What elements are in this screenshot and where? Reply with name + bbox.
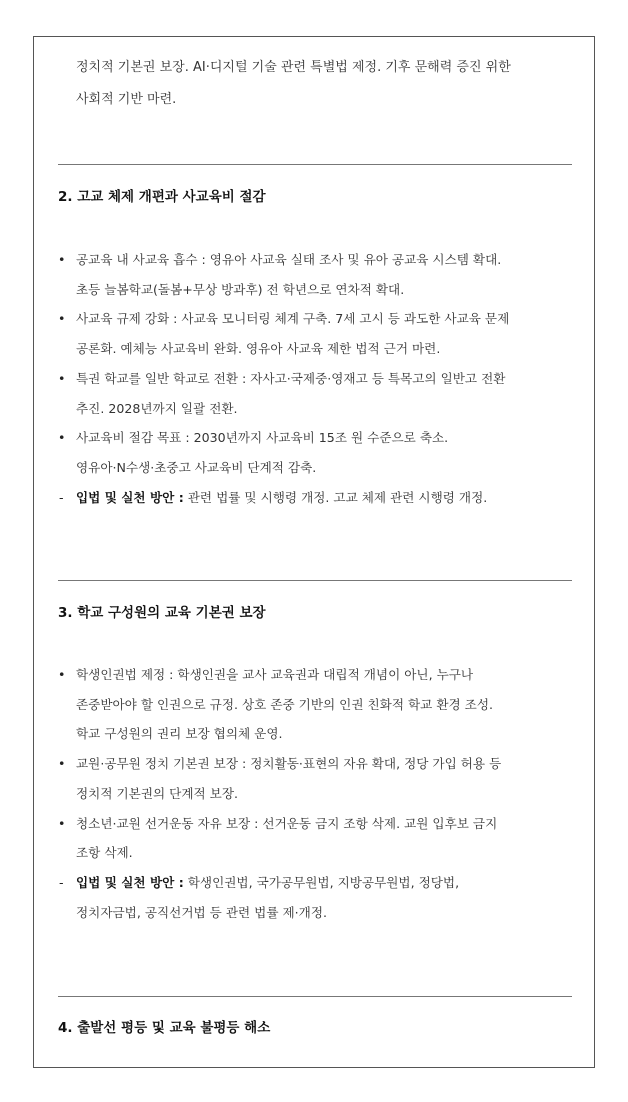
item-text: 추진. 2028년까지 일괄 전환.: [76, 400, 238, 416]
list-item: [58, 423, 578, 482]
item-text: 영유아·N수생·초중고 사교육비 단계적 감축.: [76, 459, 317, 475]
list-item: [58, 364, 578, 423]
item-text: 공교육 내 사교육 흡수 : 영유아 사교육 실태 조사 및 유아 공교육 시스템 확대.: [76, 252, 502, 267]
item-text: 사교육비 절감 목표 : 2030년까지 사교육비 15조 원 수준으로 축소.: [76, 430, 449, 446]
item-text: 특권 학교를 일반 학교로 전환 : 자사고·국제중·영재고 등 특목고의 일반고 전환: [76, 370, 506, 386]
list-item: [58, 660, 578, 749]
action-text: 관련 법률 및 시행령 개정. 고교 체제 관련 시행령 개정.: [183, 489, 488, 505]
list-item: [58, 304, 578, 363]
item-text: 공론화. 예체능 사교육비 완화. 영유아 사교육 제한 법적 근거 마련.: [76, 341, 441, 357]
bullet-icon: •: [58, 756, 66, 772]
dash-marker: -: [59, 489, 64, 505]
section-divider: [58, 580, 572, 581]
section-heading: 2. 고교 체제 개편과 사교육비 절감: [58, 189, 266, 205]
dash-marker: -: [59, 874, 64, 890]
bullet-icon: •: [58, 370, 66, 386]
section-divider: [58, 164, 572, 165]
action-text: 학생인권법, 국가공무원법, 지방공무원법, 정당법,: [183, 874, 460, 890]
bullet-icon: •: [58, 311, 66, 327]
item-text: 청소년·교원 선거운동 자유 보장 : 선거운동 금지 조항 삭제. 교원 입후보 금지: [76, 815, 498, 831]
intro-paragraph: [76, 52, 576, 116]
list-item: [58, 809, 578, 868]
list-item: [58, 245, 578, 304]
item-text: 초등 늘봄학교(돌봄+무상 방과후) 전 학년으로 연차적 확대.: [76, 281, 405, 297]
bullet-icon: •: [58, 252, 66, 267]
list-item: [58, 749, 578, 808]
bullet-icon: •: [58, 667, 66, 682]
section-heading: 4. 출발선 평등 및 교육 불평등 해소: [58, 1020, 271, 1036]
section-list: [58, 660, 578, 927]
item-text: 존중받아야 할 인권으로 규정. 상호 존중 기반의 인권 친화적 학교 환경 조성.: [76, 696, 494, 712]
bullet-icon: •: [58, 430, 66, 446]
action-text: 정치자금법, 공직선거법 등 관련 법률 제·개정.: [76, 904, 328, 920]
action-label: 입법 및 실천 방안 :: [76, 874, 184, 890]
section-list: [58, 245, 578, 512]
action-item: [58, 868, 578, 927]
section-heading: 3. 학교 구성원의 교육 기본권 보장: [58, 605, 266, 621]
item-text: 사교육 규제 강화 : 사교육 모니터링 체계 구축. 7세 고시 등 과도한 사교육 문제: [76, 311, 510, 327]
intro-line: 사회적 기반 마련.: [76, 92, 177, 107]
section-divider: [58, 996, 572, 997]
intro-line: 정치적 기본권 보장. AI·디지털 기술 관련 특별법 제정. 기후 문해력 증진 위한: [76, 60, 511, 75]
action-item: [58, 483, 578, 513]
item-text: 학생인권법 제정 : 학생인권을 교사 교육권과 대립적 개념이 아닌, 누구나: [76, 667, 474, 682]
item-text: 학교 구성원의 권리 보장 협의체 운영.: [76, 726, 283, 742]
item-text: 교원·공무원 정치 기본권 보장 : 정치활동·표현의 자유 확대, 정당 가입 허용 등: [76, 756, 502, 772]
item-text: 조항 삭제.: [76, 845, 133, 861]
action-label: 입법 및 실천 방안 :: [76, 489, 184, 505]
item-text: 정치적 기본권의 단계적 보장.: [76, 785, 238, 801]
bullet-icon: •: [58, 815, 66, 831]
